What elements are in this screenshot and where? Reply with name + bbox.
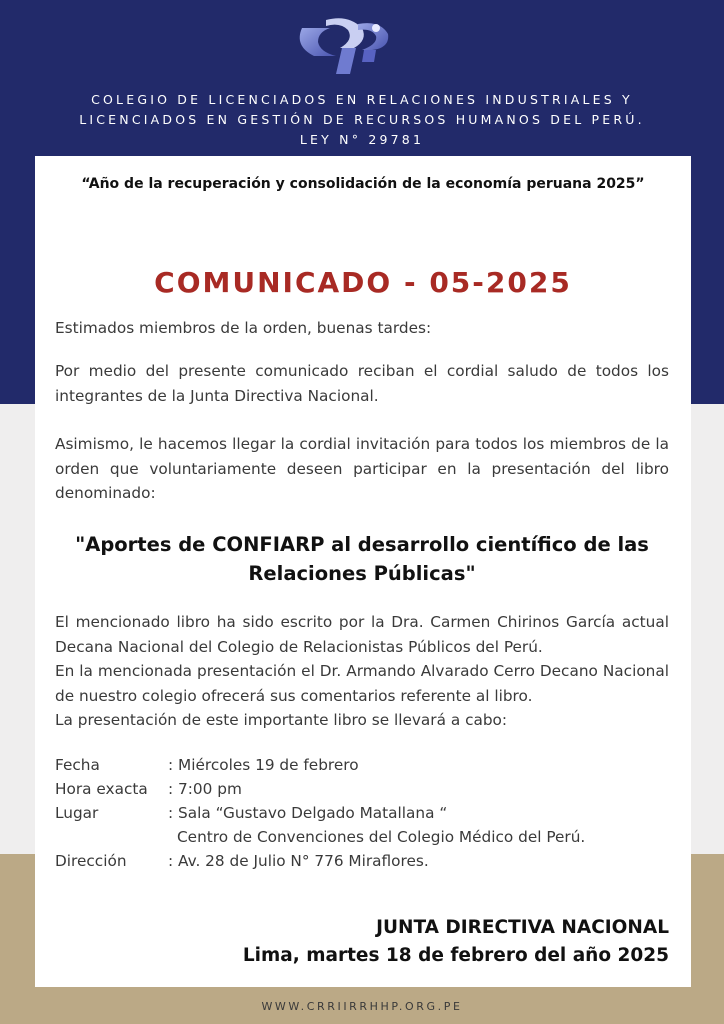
signature-board: JUNTA DIRECTIVA NACIONAL bbox=[376, 917, 669, 938]
paragraph-greeting-board: Por medio del presente comunicado reciban el cordial saludo de todos los integrantes de la Junta Directiva Nacional. bbox=[55, 362, 669, 405]
website-link[interactable]: WWW.CRRIIRRHHP.ORG.PE bbox=[261, 1000, 463, 1013]
org-line-2: LICENCIADOS EN GESTIÓN DE RECURSOS HUMANOS DEL PERÚ. bbox=[79, 112, 645, 127]
book-description bbox=[55, 610, 669, 733]
communique-card bbox=[35, 156, 691, 987]
date-label: Fecha bbox=[55, 756, 100, 774]
time-label: Hora exacta bbox=[55, 780, 148, 798]
greeting: Estimados miembros de la orden, buenas tardes: bbox=[55, 319, 432, 337]
date-value: : Miércoles 19 de febrero bbox=[168, 756, 359, 774]
detail-row-date bbox=[55, 753, 669, 777]
paragraph-commentary: En la mencionada presentación el Dr. Armando Alvarado Cerro Decano Nacional de nuestro colegio ofrecerá sus comentarios referente al libro. bbox=[55, 662, 669, 705]
detail-row-place bbox=[55, 801, 669, 825]
paragraph-author: El mencionado libro ha sido escrito por la Dra. Carmen Chirinos García actual Decana Nacional del Colegio de Relacionistas Públicos del Perú. bbox=[55, 613, 669, 656]
place-value-continued: Centro de Convenciones del Colegio Médico del Perú. bbox=[177, 828, 586, 846]
detail-row-time bbox=[55, 777, 669, 801]
organization-name bbox=[0, 90, 724, 150]
address-label: Dirección bbox=[55, 852, 127, 870]
place-value: : Sala “Gustavo Delgado Matallana “ bbox=[168, 804, 448, 822]
book-title bbox=[55, 530, 669, 588]
crrhp-logo-icon bbox=[284, 14, 396, 78]
event-details bbox=[55, 753, 669, 873]
signature-place-date: Lima, martes 18 de febrero del año 2025 bbox=[242, 945, 669, 966]
book-title-line-1: "Aportes de CONFIARP al desarrollo científico de las bbox=[75, 533, 649, 556]
signature-block bbox=[243, 914, 669, 970]
detail-row-address bbox=[55, 849, 669, 873]
place-label: Lugar bbox=[55, 804, 99, 822]
paragraph-event-intro: La presentación de este importante libro se llevará a cabo: bbox=[55, 711, 508, 729]
address-value: : Av. 28 de Julio N° 776 Miraflores. bbox=[168, 852, 429, 870]
paragraph-invitation: Asimismo, le hacemos llegar la cordial invitación para todos los miembros de la orden que voluntariamente deseen participar en la presentación del libro denominado: bbox=[55, 435, 669, 502]
communique-title: COMUNICADO - 05-2025 bbox=[154, 266, 572, 299]
book-title-line-2: Relaciones Públicas" bbox=[248, 562, 476, 585]
org-line-1: COLEGIO DE LICENCIADOS EN RELACIONES INDUSTRIALES Y bbox=[91, 92, 633, 107]
org-line-3: LEY N° 29781 bbox=[299, 132, 425, 147]
time-value: : 7:00 pm bbox=[168, 780, 242, 798]
year-motto: “Año de la recuperación y consolidación de la economía peruana 2025” bbox=[81, 176, 645, 192]
